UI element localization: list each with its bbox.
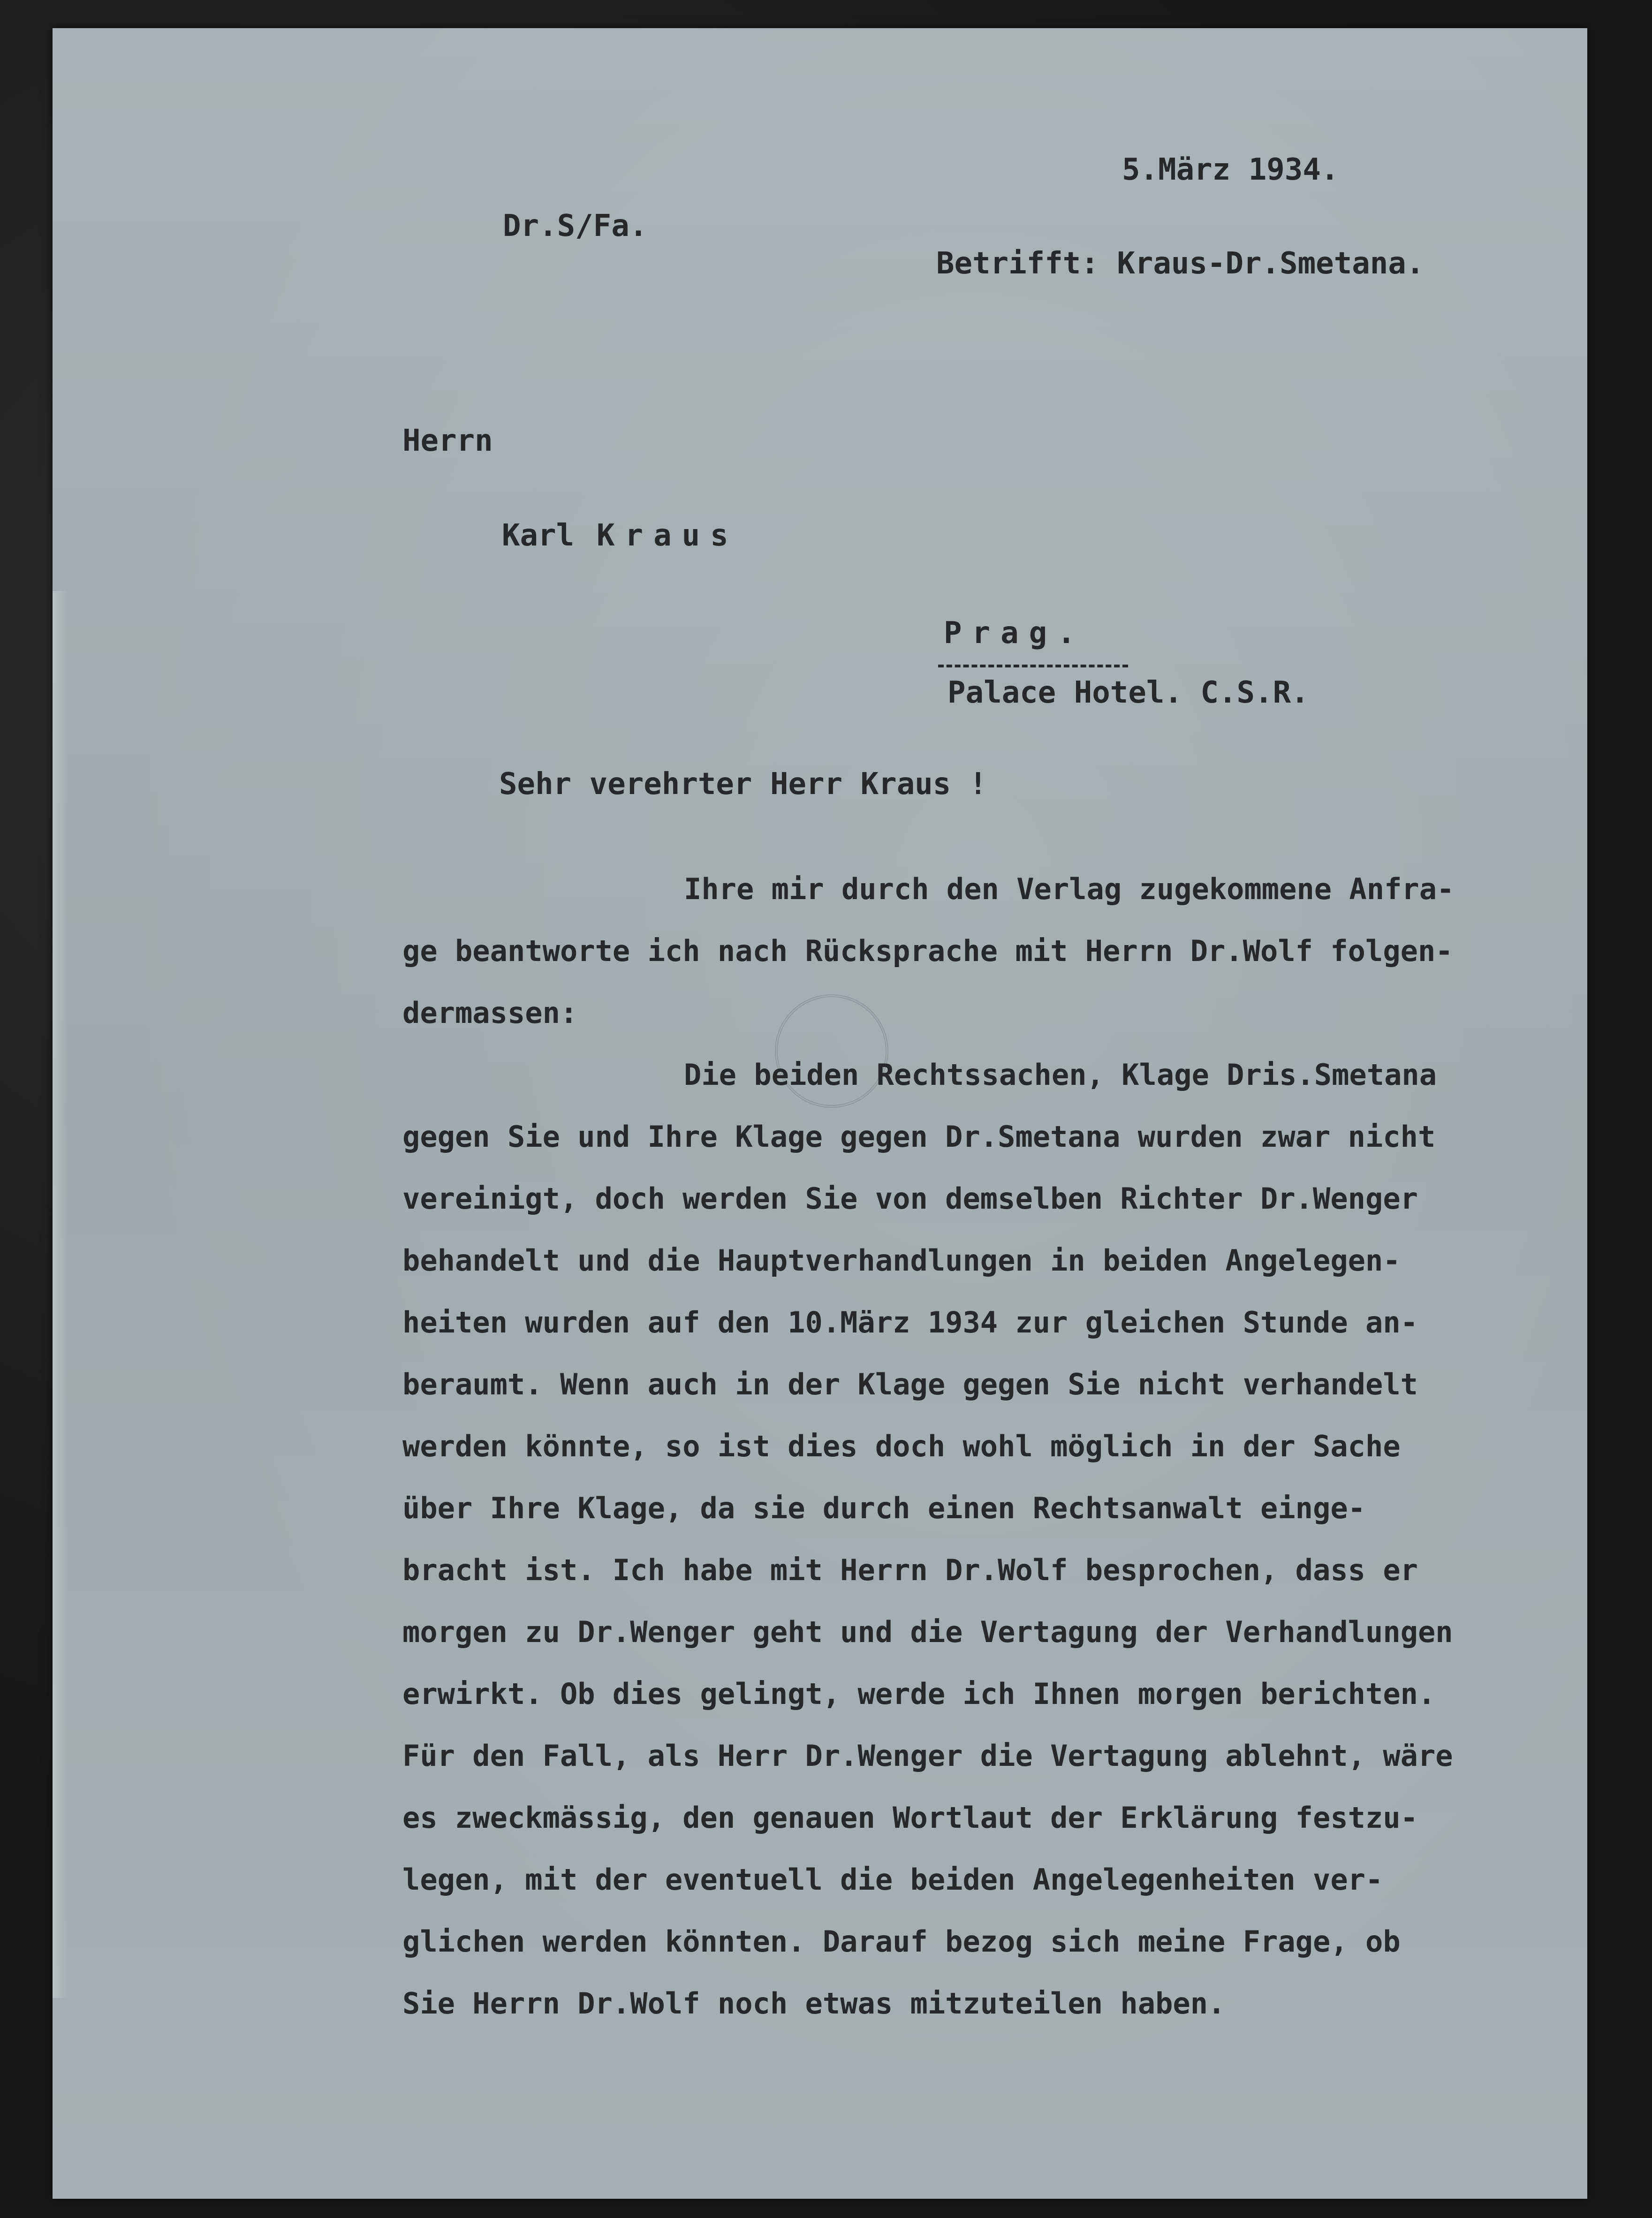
letter-date: 5.März 1934. (1122, 152, 1339, 187)
recipient-city: Prag. (944, 616, 1086, 651)
body-line: Ihre mir durch den Verlag zugekommene Anfra- (684, 872, 1455, 906)
subject-line: Betrifft: Kraus-Dr.Smetana. (936, 246, 1425, 281)
body-line: legen, mit der eventuell die beiden Angelegenheiten ver- (402, 1862, 1383, 1897)
body-line: morgen zu Dr.Wenger geht und die Vertagung der Verhandlungen (402, 1615, 1453, 1649)
body-line: beraumt. Wenn auch in der Klage gegen Sie nicht verhandelt (402, 1367, 1418, 1401)
body-line: Sie Herrn Dr.Wolf noch etwas mitzuteilen haben. (402, 1986, 1226, 2021)
body-line: es zweckmässig, den genauen Wortlaut der Erklärung festzu- (402, 1801, 1418, 1835)
body-line: über Ihre Klage, da sie durch einen Rechtsanwalt einge- (402, 1491, 1365, 1525)
body-line: glichen werden könnten. Darauf bezog sich meine Frage, ob (402, 1924, 1401, 1959)
reference-code: Dr.S/Fa. (503, 209, 648, 243)
body-line: behandelt und die Hauptverhandlungen in beiden Angelegen- (402, 1243, 1401, 1278)
body-line: Die beiden Rechtssachen, Klage Dris.Smetana (684, 1058, 1437, 1092)
body-line: bracht ist. Ich habe mit Herrn Dr.Wolf besprochen, dass er (402, 1553, 1418, 1587)
letter-body (402, 858, 1538, 2035)
body-line: Für den Fall, als Herr Dr.Wenger die Vertagung ablehnt, wäre (402, 1739, 1453, 1773)
body-line: erwirkt. Ob dies gelingt, werde ich Ihnen morgen berichten. (402, 1677, 1436, 1711)
body-line: ge beantworte ich nach Rücksprache mit Herrn Dr.Wolf folgen- (402, 934, 1453, 968)
page-crease (53, 591, 68, 1998)
body-line: gegen Sie und Ihre Klage gegen Dr.Smetana wurden zwar nicht (402, 1120, 1436, 1154)
recipient-first-name: Karl (502, 518, 575, 553)
body-line: dermassen: (402, 996, 578, 1030)
recipient-last-name: Kraus (597, 518, 739, 553)
city-underline (938, 665, 1128, 667)
body-line: werden könnte, so ist dies doch wohl möglich in der Sache (402, 1429, 1401, 1463)
greeting: Sehr verehrter Herr Kraus ! (499, 767, 987, 802)
body-line: vereinigt, doch werden Sie von demselben Richter Dr.Wenger (402, 1181, 1418, 1216)
recipient-salutation: Herrn (402, 424, 493, 458)
body-line: heiten wurden auf den 10.März 1934 zur gleichen Stunde an- (402, 1305, 1418, 1340)
recipient-address: Palace Hotel. C.S.R. (947, 675, 1309, 710)
